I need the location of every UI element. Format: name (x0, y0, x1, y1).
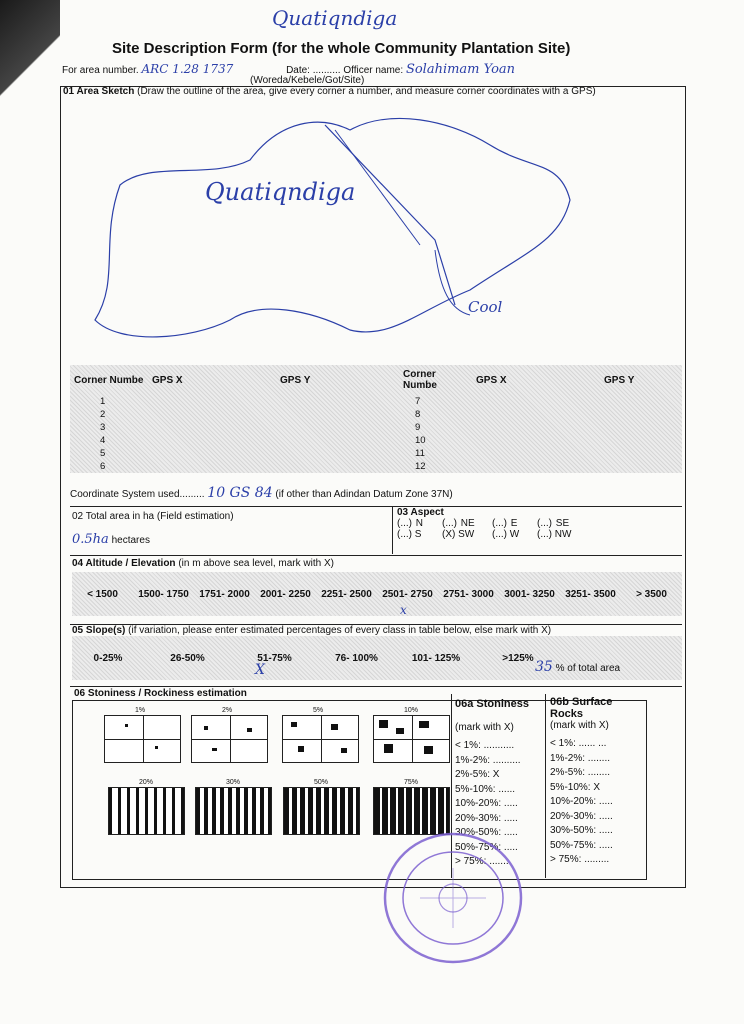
slope-class: 0-25% (93, 652, 123, 664)
aspect-nw: (...) NW (537, 529, 572, 540)
altitude-class: < 1500 (87, 588, 118, 600)
gps-row (70, 434, 682, 447)
slope-heading-row (72, 625, 551, 636)
divider (70, 555, 682, 556)
aspect-w: (...) W (492, 529, 520, 540)
corner-number: 11 (415, 448, 425, 459)
altitude-class: 2251- 2500 (321, 588, 372, 600)
gps-row (70, 460, 682, 473)
surface-rocks-col-note: (mark with X) (550, 720, 609, 731)
corner-number: 7 (415, 396, 421, 407)
surface-rocks-col-title: 06b Surface Rocks (550, 696, 613, 720)
altitude-heading: 04 Altitude / Elevation (72, 558, 176, 569)
slope-class: 76- 100% (335, 652, 378, 664)
gps-header-x-left: GPS X (152, 374, 183, 386)
altitude-class: 2501- 2750 (382, 588, 433, 600)
altitude-class: 2751- 3000 (443, 588, 494, 600)
aspect-n: (...) N (397, 518, 423, 529)
slope-class: 26-50% (170, 652, 205, 664)
stoniness-option: 20%-30%: ..... (455, 812, 518, 824)
gps-coordinates-table (70, 365, 682, 473)
official-stamp (380, 828, 530, 968)
aspect-e: (...) E (492, 518, 518, 529)
date-label: Date: .......... (286, 65, 341, 76)
aspect-ne: (...) NE (442, 518, 475, 529)
altitude-instruction: (in m above sea level, mark with X) (178, 558, 334, 569)
altitude-mark: x (400, 603, 407, 617)
stoniness-option: 10%-20%: ..... (455, 798, 518, 809)
stoniness-col-note: (mark with X) (455, 722, 514, 733)
surface-rocks-option: 20%-30%: ..... (550, 810, 613, 822)
total-area-row (72, 532, 150, 547)
stoniness-option: < 1%: ........... (455, 740, 515, 751)
stoniness-option: 5%-10%: ...... (455, 783, 516, 795)
aspect-s: (...) S (397, 529, 422, 540)
altitude-class: > 3500 (636, 588, 667, 600)
corner-number: 3 (100, 422, 106, 433)
corner-number: 10 (415, 435, 426, 446)
form-subtitle: (Woreda/Kebele/Got/Site) (250, 75, 365, 86)
divider (70, 686, 682, 687)
altitude-class: 1751- 2000 (199, 588, 250, 600)
surface-rocks-option: < 1%: ...... ... (550, 738, 607, 749)
slope-percent-value: 35 (535, 659, 553, 675)
aspect-se: (...) SE (537, 518, 570, 529)
slope-class: 101- 125% (411, 652, 461, 664)
corner-number: 1 (100, 396, 106, 407)
aspect-sw: (X) SW (442, 529, 475, 540)
altitude-table (72, 572, 682, 616)
aspect-block (397, 507, 571, 540)
gps-header-x-right: GPS X (476, 374, 507, 386)
slope-percent-row (535, 659, 620, 675)
stoniness-pattern-2pct: 2% (191, 715, 268, 763)
slope-heading: 05 Slope(s) (72, 625, 126, 636)
altitude-class: 2001- 2250 (260, 588, 311, 600)
sketch-handwritten-note: Cool (468, 298, 503, 316)
handwritten-site-name: Quatiqndiga (272, 6, 398, 30)
form-title: Site Description Form (for the whole Community Plantation Site) (112, 40, 571, 57)
divider (70, 506, 682, 507)
coordinate-system-label: Coordinate System used......... (70, 489, 205, 500)
surface-rocks-option: 10%-20%: ..... (550, 796, 613, 807)
altitude-class: 3251- 3500 (565, 588, 616, 600)
surface-rocks-options (546, 737, 617, 868)
stoniness-pattern-20pct: 20% (108, 787, 185, 835)
stoniness-pattern-50pct: 50% (283, 787, 360, 835)
surface-rocks-option: 2%-5%: ........ (550, 767, 611, 778)
altitude-class: 3001- 3250 (504, 588, 555, 600)
surface-rocks-column (550, 696, 642, 868)
page-fold-shadow (0, 0, 60, 150)
corner-number: 8 (415, 409, 421, 420)
corner-number: 9 (415, 422, 421, 433)
stoniness-option: 50%-75%: ..... (455, 841, 518, 853)
total-area-value: 0.5ha (72, 532, 109, 547)
corner-number: 12 (415, 461, 426, 472)
coordinate-system-value: 10 GS 84 (207, 485, 273, 501)
corner-number: 5 (100, 448, 106, 459)
gps-header-corner-left: Corner Numbe (74, 374, 144, 386)
surface-rocks-option: 1%-2%: ........ (550, 752, 611, 764)
aspect-heading: 03 Aspect (397, 507, 444, 518)
stoniness-pattern-5pct: 5% (282, 715, 359, 763)
slope-instruction: (if variation, please enter estimated percentages of every class in table below, else mark with X) (128, 625, 552, 636)
gps-header-y-right: GPS Y (604, 374, 635, 386)
stoniness-option: > 75%: ....... (455, 856, 509, 867)
slope-class: >125% (502, 652, 534, 664)
gps-row (70, 408, 682, 421)
coordinate-system-note: (if other than Adindan Datum Zone 37N) (275, 489, 453, 500)
area-sketch-heading: 01 Area Sketch (63, 86, 135, 97)
corner-number: 6 (100, 461, 106, 472)
sketch-handwritten-name: Quatiqndiga (205, 178, 356, 206)
area-sketch-drawing (90, 100, 610, 355)
stoniness-pattern-1pct: 1% (104, 715, 181, 763)
officer-label: Officer name: (343, 65, 404, 76)
surface-rocks-option: 30%-50%: ..... (550, 825, 613, 836)
stoniness-option: 30%-50%: ..... (455, 827, 518, 838)
stoniness-heading: 06 Stoniness / Rockiness estimation (74, 688, 247, 699)
total-area-unit: hectares (111, 535, 150, 546)
slope-percent-label: % of total area (555, 663, 621, 674)
area-number-label: For area number. (62, 65, 139, 76)
gps-header-row (70, 365, 682, 395)
divider (392, 506, 393, 554)
slope-mark: X (255, 662, 265, 678)
stoniness-pattern-30pct: 30% (195, 787, 272, 835)
area-number-value: ARC 1.28 1737 (141, 62, 234, 76)
stoniness-col-title: 06a Stoniness (455, 698, 529, 710)
corner-number: 4 (100, 435, 106, 446)
surface-rocks-option: 50%-75%: ..... (550, 839, 613, 851)
area-sketch-instruction: (Draw the outline of the area, give every corner a number, and measure corner coordinates with a GPS) (137, 86, 596, 97)
gps-header-corner-right: Corner Numbe (403, 369, 437, 391)
altitude-class: 1500- 1750 (138, 588, 189, 600)
corner-number: 2 (100, 409, 106, 420)
gps-header-y-left: GPS Y (280, 374, 311, 386)
gps-row (70, 395, 682, 408)
gps-row (70, 421, 682, 434)
stoniness-pattern-75pct: 75% (373, 787, 450, 835)
stoniness-pattern-10pct: 10% (373, 715, 450, 763)
stoniness-option: 1%-2%: .......... (455, 754, 521, 766)
altitude-heading-row (72, 558, 334, 569)
surface-rocks-option: 5%-10%: X (550, 781, 601, 793)
stoniness-option: 2%-5%: X (455, 769, 500, 780)
gps-row (70, 447, 682, 460)
coordinate-system-row (70, 485, 453, 501)
officer-name-value: Solahimam Yoan (405, 62, 516, 77)
area-sketch-heading-row (63, 86, 596, 97)
total-area-heading: 02 Total area in ha (Field estimation) (72, 511, 234, 522)
surface-rocks-option: > 75%: ......... (550, 854, 610, 865)
slope-class: 51-75% (257, 652, 292, 664)
